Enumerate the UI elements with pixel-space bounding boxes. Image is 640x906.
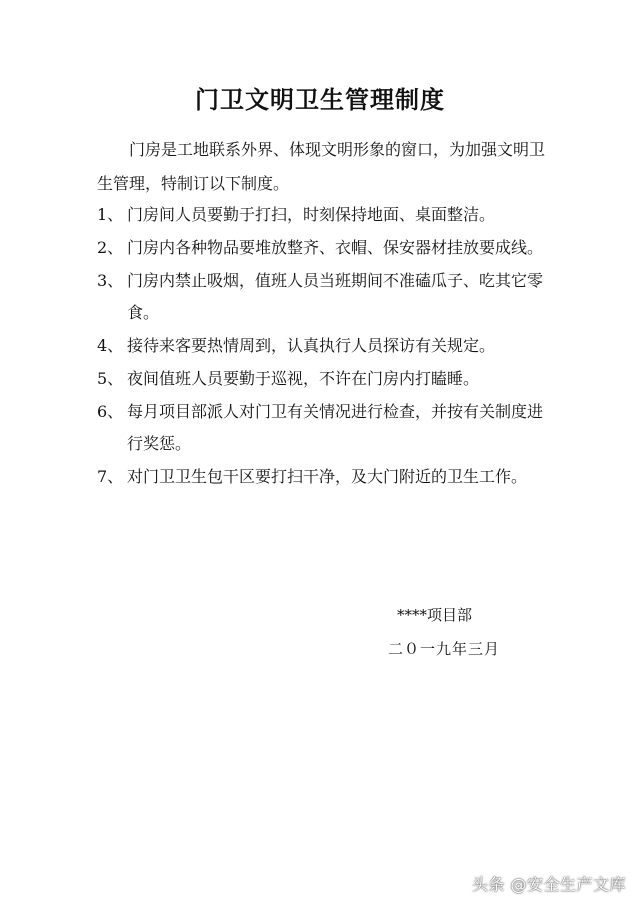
signature-department: ****项目部	[397, 606, 473, 624]
rule-text: 夜间值班人员要勤于巡视，不许在门房内打瞌睡。	[127, 369, 480, 388]
rule-text: 每月项目部派人对门卫有关情况进行检查，并按有关制度进行奖惩。	[127, 402, 544, 453]
rule-item	[97, 363, 557, 395]
rule-number: 1、	[97, 205, 124, 224]
rule-text: 门房内禁止吸烟，值班人员当班期间不准磕瓜子、吃其它零食。	[127, 271, 544, 322]
watermark-text: 头条 @安全生产文库	[471, 875, 626, 894]
intro-paragraph: 门房是工地联系外界、体现文明形象的窗口，为加强文明卫生管理，特制订以下制度。	[97, 140, 546, 193]
rule-text: 对门卫卫生包干区要打扫干净，及大门附近的卫生工作。	[127, 467, 528, 486]
rule-item	[97, 232, 557, 264]
rule-text: 接待来客要热情周到，认真执行人员探访有关规定。	[127, 336, 496, 355]
rule-number: 7、	[97, 467, 124, 486]
rule-number: 5、	[97, 369, 124, 388]
rule-number: 2、	[97, 238, 124, 257]
document-title: 门卫文明卫生管理制度	[195, 86, 445, 114]
rule-item	[97, 330, 557, 362]
rule-number: 4、	[97, 336, 124, 355]
rule-text: 门房间人员要勤于打扫，时刻保持地面、桌面整洁。	[127, 205, 496, 224]
rule-number: 6、	[97, 402, 124, 421]
rule-item	[97, 461, 557, 493]
rule-item	[97, 396, 557, 460]
rule-item	[97, 265, 557, 329]
rule-number: 3、	[97, 271, 124, 290]
signature-date: 二０一九年三月	[388, 640, 501, 658]
rules-list	[97, 199, 557, 494]
rule-text: 门房内各种物品要堆放整齐、衣帽、保安器材挂放要成线。	[127, 238, 544, 257]
rule-item	[97, 199, 557, 231]
